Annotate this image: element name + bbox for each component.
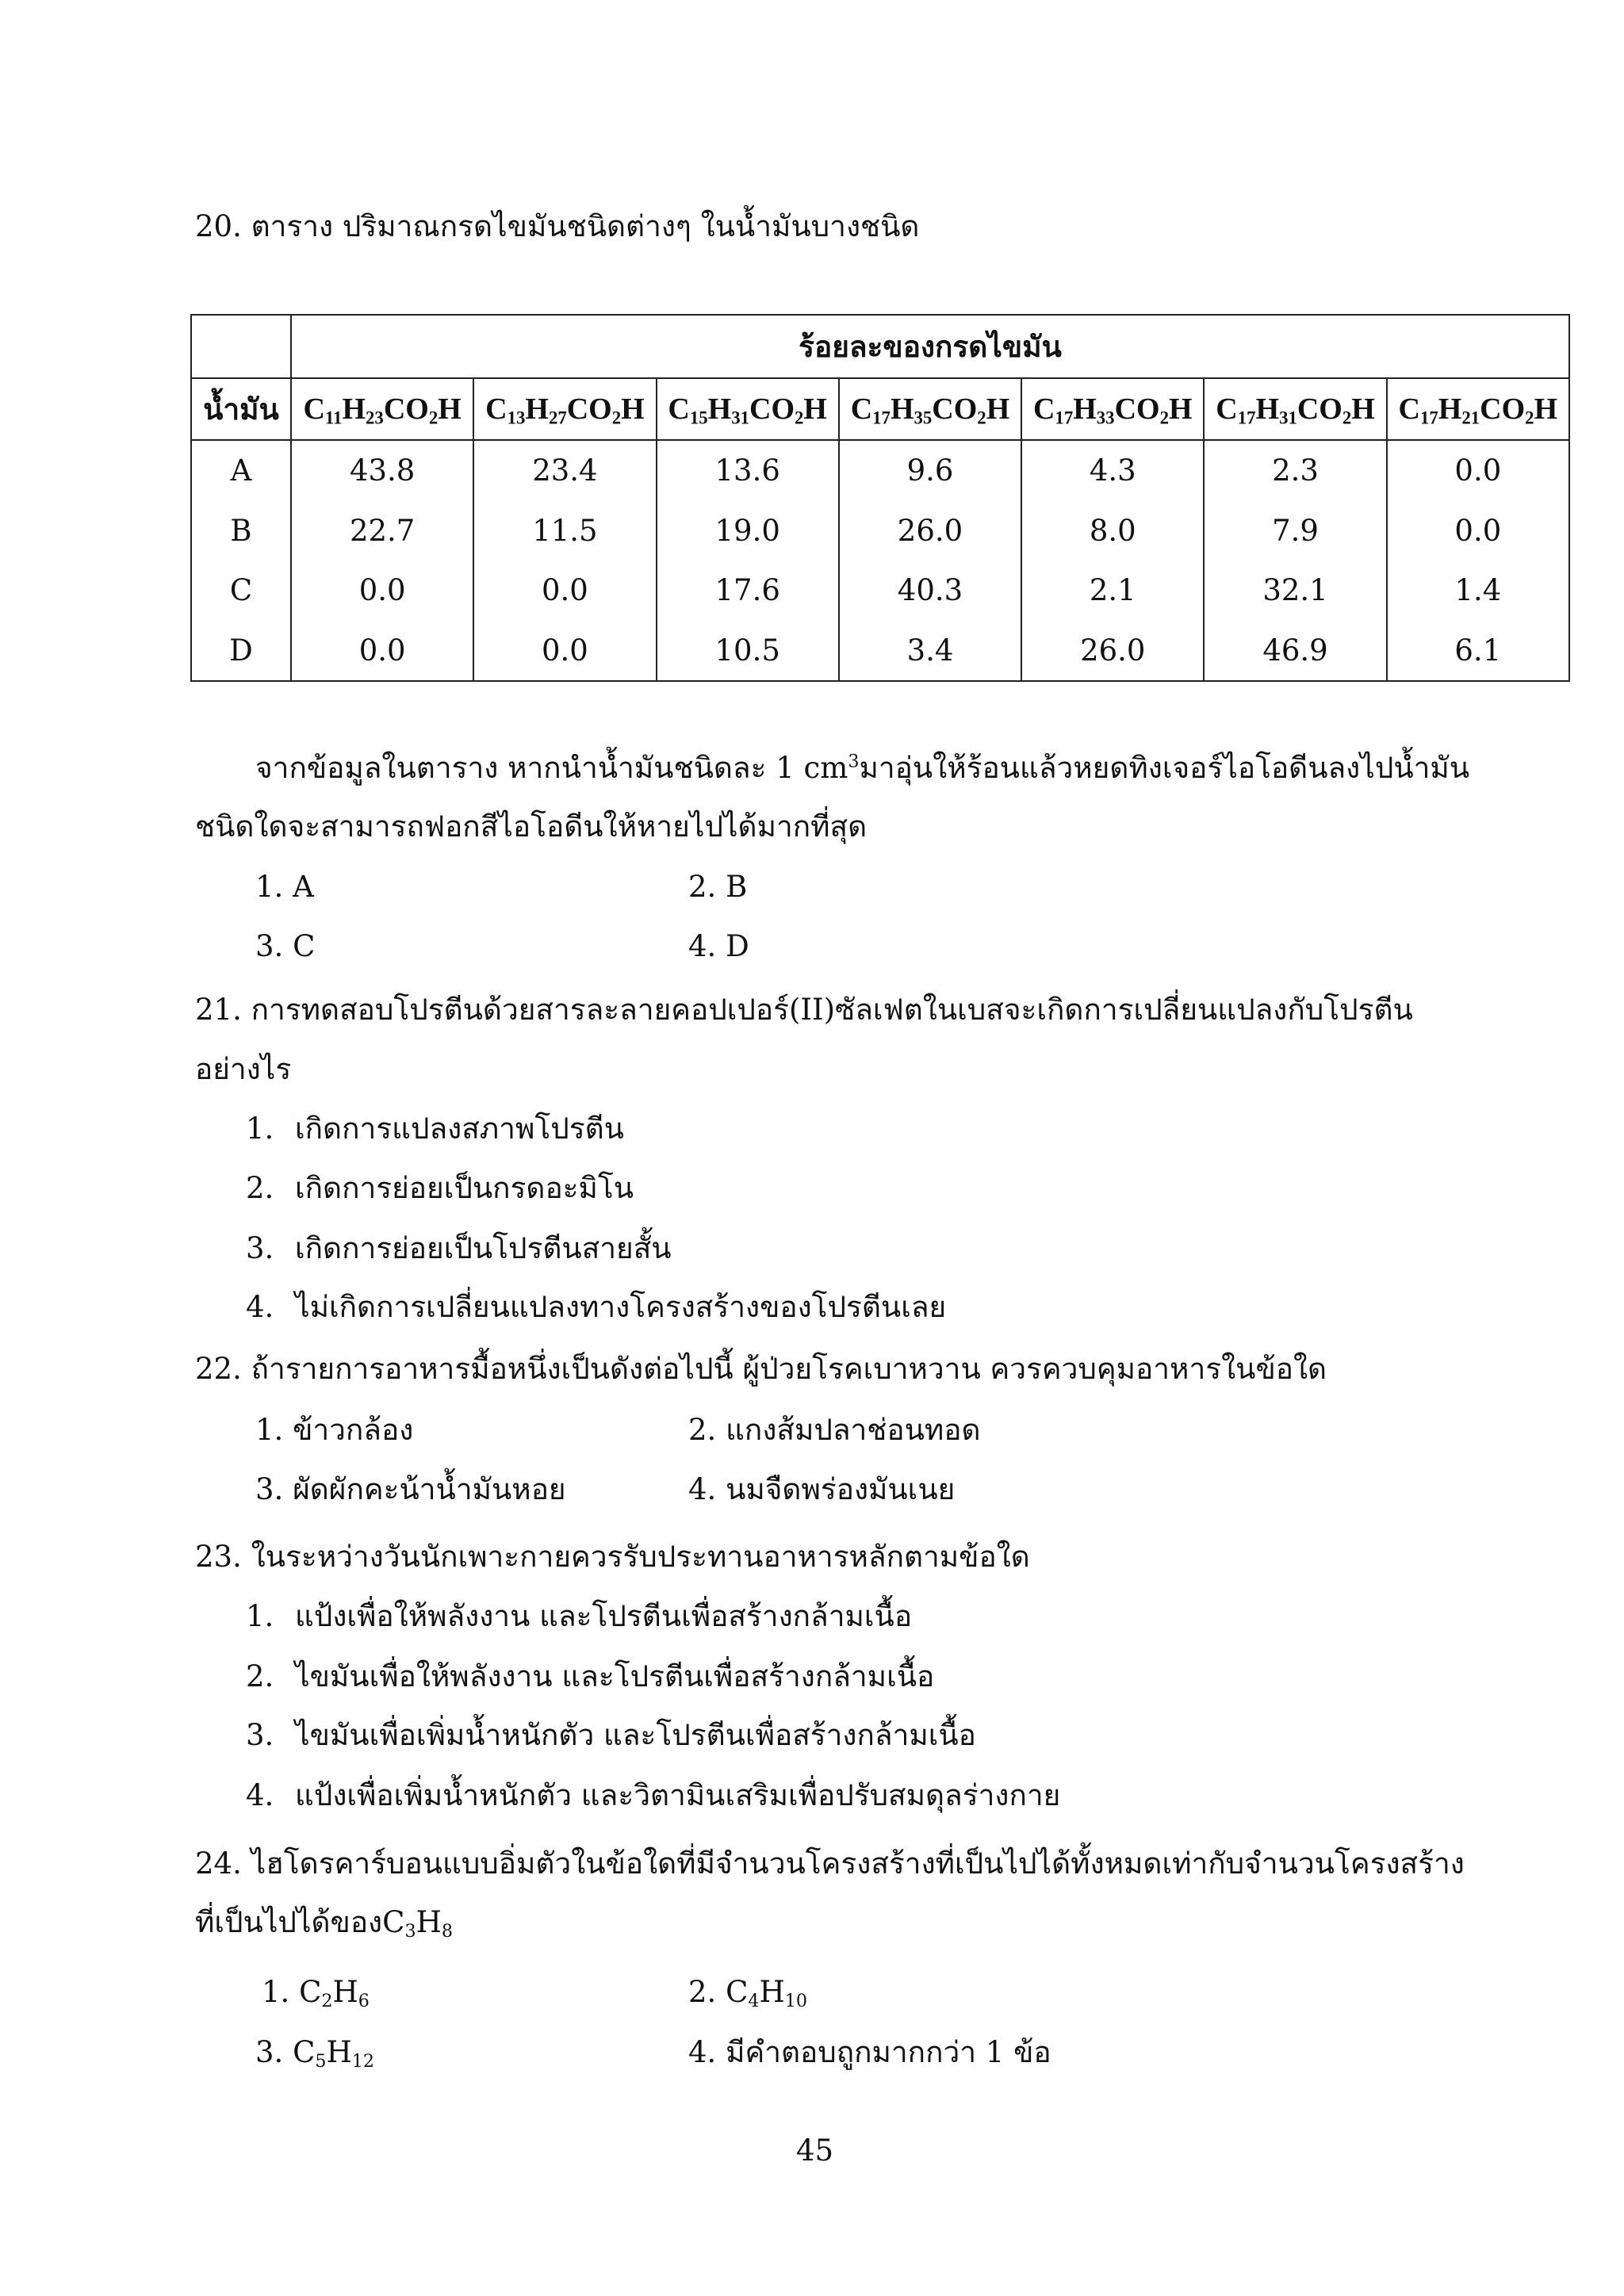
table-cell: 26.0	[1021, 620, 1204, 681]
table-row	[191, 440, 1569, 501]
table-cell: 4.3	[1021, 440, 1204, 501]
table-cell: 7.9	[1204, 501, 1386, 561]
q21-line1: 21. การทดสอบโปรตีนด้วยสารละลายคอปเปอร์(II)ซัลเฟตในเบสจะเกิดการเปลี่ยนแปลงกับโปรตีน	[195, 993, 1413, 1027]
q23-choice-3-num: 3.	[246, 1718, 274, 1752]
q21-choice-2-text: เกิดการย่อยเป็นกรดอะมิโน	[295, 1171, 634, 1205]
table-cell: 0.0	[473, 620, 656, 681]
table-cell: 1.4	[1387, 561, 1569, 620]
q23-choice-2-text: ไขมันเพื่อให้พลังงาน และโปรตีนเพื่อสร้างกล้ามเนื้อ	[295, 1659, 935, 1693]
table-col-header: $C_{17}H_{33}CO_2H$	[1021, 378, 1204, 440]
q20-heading: 20. ตาราง ปริมาณกรดไขมันชนิดต่างๆ ในน้ำมันบางชนิด	[195, 209, 920, 243]
page-number: 45	[796, 2133, 834, 2168]
table-cell: 13.6	[657, 440, 839, 501]
q22-choice-4: 4. นมจืดพร่องมันเนย	[688, 1472, 956, 1506]
table-row	[191, 620, 1569, 681]
q20-choice-4: 4. D	[688, 929, 749, 963]
table-cell: 32.1	[1204, 561, 1386, 620]
table-cell: 46.9	[1204, 620, 1386, 681]
table-row	[191, 561, 1569, 620]
table-cell: 11.5	[473, 501, 656, 561]
q23-choice-1-text: แป้งเพื่อให้พลังงาน และโปรตีนเพื่อสร้างกล้ามเนื้อ	[295, 1599, 913, 1633]
table-cell: 0.0	[291, 620, 473, 681]
table-group-header: ร้อยละของกรดไขมัน	[291, 315, 1569, 378]
table-cell-oil: D	[191, 620, 291, 681]
q21-choice-1-num: 1.	[246, 1112, 274, 1146]
q21-choice-1-text: เกิดการแปลงสภาพโปรตีน	[295, 1112, 624, 1146]
q20-choice-1: 1. A	[255, 870, 314, 904]
table-col-header: $C_{11}H_{23}CO_2H$	[291, 378, 473, 440]
table-col-header: $C_{17}H_{31}CO_2H$	[1204, 378, 1386, 440]
q21-choice-4-text: ไม่เกิดการเปลี่ยนแปลงทางโครงสร้างของโปรตีนเลย	[295, 1290, 947, 1324]
table-cell: 2.1	[1021, 561, 1204, 620]
table-cell-oil: C	[191, 561, 291, 620]
q24-choice-2: 2. $C_4H_{10}$	[688, 1975, 808, 2012]
q23-line1: 23. ในระหว่างวันนักเพาะกายควรรับประทานอาหารหลักตามข้อใด	[195, 1540, 1030, 1574]
table-col-header: $C_{17}H_{35}CO_2H$	[839, 378, 1021, 440]
table-col-header: $C_{13}H_{27}CO_2H$	[473, 378, 656, 440]
q22-choice-3: 3. ผัดผักคะน้าน้ำมันหอย	[255, 1472, 566, 1506]
table-cell: 0.0	[1387, 501, 1569, 561]
table-cell: 40.3	[839, 561, 1021, 620]
table-cell: 22.7	[291, 501, 473, 561]
table-cell-oil: A	[191, 440, 291, 501]
table-row-header: น้ำมัน	[191, 378, 291, 440]
fatty-acid-table	[190, 314, 1570, 682]
q20-choice-2: 2. B	[688, 870, 748, 904]
q23-choice-3-text: ไขมันเพื่อเพิ่มน้ำหนักตัว และโปรตีนเพื่อสร้างกล้ามเนื้อ	[295, 1718, 976, 1752]
q24-choice-1: 1. $C_2H_6$	[262, 1975, 370, 2012]
table-cell: 0.0	[1387, 440, 1569, 501]
q21-line2: อย่างไร	[195, 1052, 292, 1086]
q20-prompt-line1: จากข้อมูลในตาราง หากนำน้ำมันชนิดละ 1 $cm^3$มาอุ่นให้ร้อนแล้วหยดทิงเจอร์ไอโอดีนลงไปน้ำมัน	[255, 751, 1470, 785]
table-cell: 9.6	[839, 440, 1021, 501]
table-col-header: $C_{15}H_{31}CO_2H$	[657, 378, 839, 440]
q24-choice-4: 4. มีคำตอบถูกมากกว่า 1 ข้อ	[688, 2035, 1051, 2069]
q24-line1: 24. ไฮโดรคาร์บอนแบบอิ่มตัวในข้อใดที่มีจำนวนโครงสร้างที่เป็นไปได้ทั้งหมดเท่ากับจำนวนโครงสร้าง	[195, 1846, 1465, 1881]
q22-choice-1: 1. ข้าวกล้อง	[255, 1413, 414, 1447]
table-col-header: $C_{17}H_{21}CO_2H$	[1387, 378, 1569, 440]
q21-choice-3-num: 3.	[246, 1231, 274, 1265]
q20-choice-3: 3. C	[255, 929, 316, 963]
table-cell-oil: B	[191, 501, 291, 561]
table-cell: 10.5	[657, 620, 839, 681]
table-cell: 43.8	[291, 440, 473, 501]
q21-choice-2-num: 2.	[246, 1171, 274, 1205]
q21-choice-3-text: เกิดการย่อยเป็นโปรตีนสายสั้น	[295, 1231, 672, 1265]
q22-choice-2: 2. แกงส้มปลาช่อนทอด	[688, 1413, 981, 1447]
table-cell: 6.1	[1387, 620, 1569, 681]
table-cell: 23.4	[473, 440, 656, 501]
table-cell: 0.0	[291, 561, 473, 620]
q24-choice-3: 3. $C_5H_{12}$	[255, 2035, 375, 2072]
table-row	[191, 501, 1569, 561]
q22-line1: 22. ถ้ารายการอาหารมื้อหนึ่งเป็นดังต่อไปนี้ ผู้ป่วยโรคเบาหวาน ควรควบคุมอาหารในข้อใด	[195, 1352, 1327, 1386]
q23-choice-2-num: 2.	[246, 1659, 274, 1693]
q23-choice-4-num: 4.	[246, 1778, 274, 1812]
q23-choice-1-num: 1.	[246, 1599, 274, 1633]
table-cell: 26.0	[839, 501, 1021, 561]
table-cell: 0.0	[473, 561, 656, 620]
table-cell: 8.0	[1021, 501, 1204, 561]
table-cell: 19.0	[657, 501, 839, 561]
table-cell: 17.6	[657, 561, 839, 620]
table-cell: 2.3	[1204, 440, 1386, 501]
q24-line2: ที่เป็นไปได้ของ$C_3H_8$	[195, 1905, 453, 1942]
q20-prompt-line2: ชนิดใดจะสามารถฟอกสีไอโอดีนให้หายไปได้มากที่สุด	[195, 809, 868, 844]
q21-choice-4-num: 4.	[246, 1290, 274, 1324]
q23-choice-4-text: แป้งเพื่อเพิ่มน้ำหนักตัว และวิตามินเสริมเพื่อปรับสมดุลร่างกาย	[295, 1778, 1061, 1812]
table-cell: 3.4	[839, 620, 1021, 681]
